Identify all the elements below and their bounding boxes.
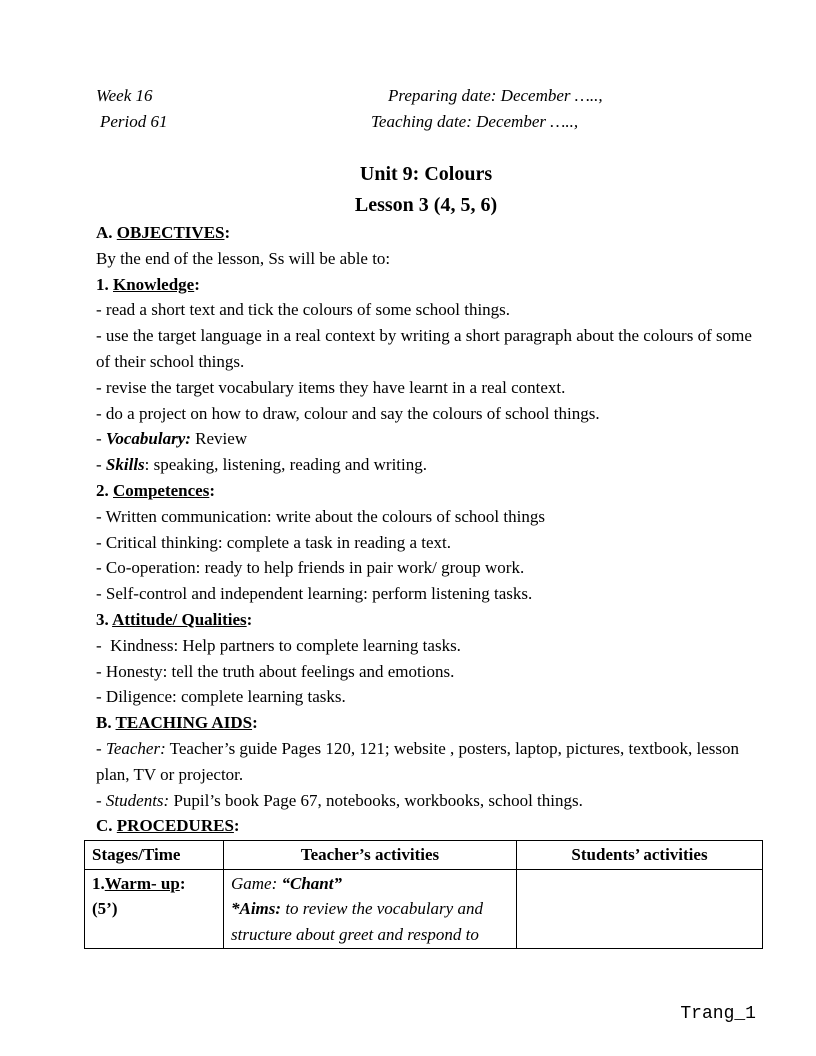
students-aids-line: - Students: Pupil’s book Page 67, notebooks, workbooks, school things. bbox=[96, 790, 583, 810]
teacher-activity-cell: Game: “Chant” *Aims: to review the vocabulary and structure about greet and respond to bbox=[224, 869, 517, 949]
teacher-aids-line: - Teacher: Teacher’s guide Pages 120, 121; website , posters, laptop, pictures, textbook, lesson plan, TV or projector. bbox=[96, 738, 739, 784]
column-header: Stages/Time bbox=[85, 841, 224, 870]
objectives-heading: A. OBJECTIVES: bbox=[96, 223, 231, 242]
teaching-aids-heading: B. TEACHING AIDS: bbox=[96, 713, 258, 733]
week-label: Week 16 bbox=[96, 86, 153, 105]
student-activity-cell bbox=[517, 869, 763, 949]
knowledge-item: - use the target language in a real context by writing a short paragraph about the colours of some of their school things. bbox=[96, 326, 752, 371]
page-number: Trang_1 bbox=[680, 1004, 756, 1024]
preparing-date: Preparing date: December ….., bbox=[388, 86, 603, 105]
teaching-date: Teaching date: December ….., bbox=[371, 112, 579, 131]
competence-item: - Written communication: write about the colours of school things bbox=[96, 506, 545, 526]
table-header-row bbox=[85, 841, 763, 870]
stage-time: (5’) bbox=[92, 899, 118, 918]
competence-item: - Co-operation: ready to help friends in pair work/ group work. bbox=[96, 558, 525, 578]
table-row bbox=[85, 869, 763, 949]
stage-cell: 1.Warm- up: (5’) bbox=[85, 869, 224, 949]
knowledge-item: - read a short text and tick the colours of some school things. bbox=[96, 300, 511, 320]
lesson-plan-body bbox=[96, 220, 768, 839]
knowledge-item: - revise the target vocabulary items they have learnt in a real context. bbox=[96, 377, 566, 397]
column-header: Students’ activities bbox=[517, 841, 763, 870]
lesson-title: Lesson 3 (4, 5, 6) bbox=[354, 194, 498, 216]
knowledge-item: - do a project on how to draw, colour and say the colours of school things. bbox=[96, 403, 600, 423]
attitude-item: - Honesty: tell the truth about feelings and emotions. bbox=[96, 661, 455, 681]
competences-heading: 2. Competences: bbox=[96, 480, 215, 500]
objectives-intro: By the end of the lesson, Ss will be able to: bbox=[96, 248, 391, 268]
attitude-heading: 3. Attitude/ Qualities: bbox=[96, 609, 253, 629]
vocabulary-line: - Vocabulary: Review bbox=[96, 429, 248, 449]
unit-title: Unit 9: Colours bbox=[359, 163, 493, 185]
column-header: Teacher’s activities bbox=[224, 841, 517, 870]
competence-item: - Self-control and independent learning: perform listening tasks. bbox=[96, 584, 533, 604]
attitude-item: - Kindness: Help partners to complete learning tasks. bbox=[96, 635, 461, 655]
knowledge-heading: 1. Knowledge: bbox=[96, 274, 200, 294]
competence-item: - Critical thinking: complete a task in reading a text. bbox=[96, 532, 452, 552]
procedures-heading: C. PROCEDURES: bbox=[96, 816, 240, 836]
attitude-item: - Diligence: complete learning tasks. bbox=[96, 687, 346, 707]
period-label: Period 61 bbox=[100, 112, 168, 131]
procedures-table bbox=[84, 840, 763, 949]
skills-line: - Skills: speaking, listening, reading and writing. bbox=[96, 455, 428, 475]
